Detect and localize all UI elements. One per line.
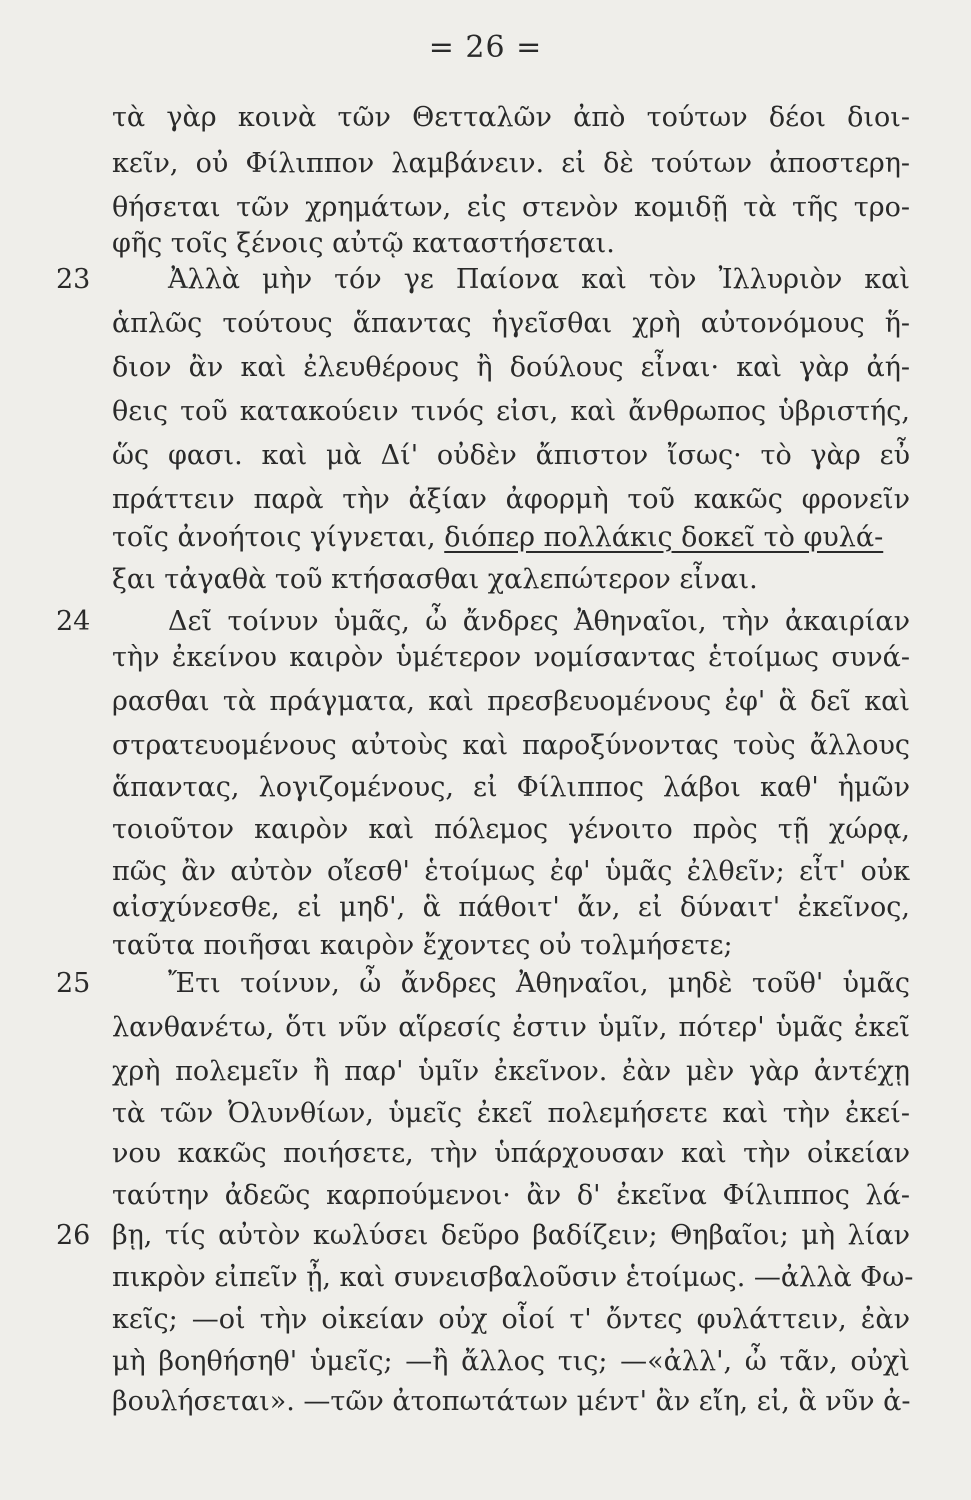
text-line: ξαι τἀγαθὰ τοῦ κτήσασθαι χαλεπώτερον εἶναι. (112, 564, 758, 595)
section-number: 26 (56, 1220, 91, 1251)
text-line: στρατευομένους αὐτοὺς καὶ παροξύνοντας τοὺς ἄλλους (112, 730, 910, 761)
text-line: βῃ, τίς αὐτὸν κωλύσει δεῦρο βαδίζειν; Θηβαῖοι; μὴ λίαν (112, 1220, 910, 1251)
section-number: 23 (56, 264, 91, 295)
section-number: 24 (56, 606, 91, 637)
page-number: = 26 = (428, 30, 543, 65)
text-line: κεῖς; —οἱ τὴν οἰκείαν οὐχ οἷοί τ' ὄντες φυλάττειν, ἐὰν (112, 1304, 910, 1335)
text-line: κεῖν, οὐ Φίλιππον λαμβάνειν. εἰ δὲ τούτων ἀποστερη- (112, 148, 910, 179)
text-line: ἁπλῶς τούτους ἅπαντας ἡγεῖσθαι χρὴ αὐτονόμους ἥ- (112, 308, 910, 339)
underlined-phrase: διόπερ πολλάκις δοκεῖ τὸ φυλά- (444, 522, 884, 553)
text-line: θεις τοῦ κατακούειν τινός εἰσι, καὶ ἄνθρωπος ὑβριστής, (112, 396, 910, 427)
text-line: βουλήσεται». —τῶν ἀτοπωτάτων μέντ' ἂν εἴη, εἰ, ἃ νῦν ἀ- (112, 1386, 911, 1417)
text-line: πικρὸν εἰπεῖν ᾖ, καὶ συνεισβαλοῦσιν ἑτοίμως. —ἀλλὰ Φω- (112, 1262, 914, 1293)
text-line: Ἔτι τοίνυν, ὦ ἄνδρες Ἀθηναῖοι, μηδὲ τοῦθ' ὑμᾶς (168, 968, 910, 999)
text-line: τοιοῦτον καιρὸν καὶ πόλεμος γένοιτο πρὸς τῇ χώρᾳ, (112, 814, 910, 845)
text-line: τὰ γὰρ κοινὰ τῶν Θετταλῶν ἀπὸ τούτων δέοι διοι- (112, 102, 910, 133)
text-line: Ἀλλὰ μὴν τόν γε Παίονα καὶ τὸν Ἰλλυριὸν καὶ (168, 264, 910, 295)
text-line: ταῦτα ποιῆσαι καιρὸν ἔχοντες οὐ τολμήσετε; (112, 930, 733, 961)
text-line: αἰσχύνεσθε, εἰ μηδ', ἃ πάθοιτ' ἄν, εἰ δύναιτ' ἐκεῖνος, (112, 892, 910, 923)
text-line: λανθανέτω, ὅτι νῦν αἵρεσίς ἐστιν ὑμῖν, πότερ' ὑμᾶς ἐκεῖ (112, 1012, 910, 1043)
text-line: Δεῖ τοίνυν ὑμᾶς, ὦ ἄνδρες Ἀθηναῖοι, τὴν ἀκαιρίαν (168, 606, 910, 637)
text-line: νου κακῶς ποιήσετε, τὴν ὑπάρχουσαν καὶ τὴν οἰκείαν (112, 1138, 910, 1169)
text-line: πράττειν παρὰ τὴν ἀξίαν ἀφορμὴ τοῦ κακῶς φρονεῖν (112, 484, 910, 515)
text-line: φῆς τοῖς ξένοις αὐτῷ καταστήσεται. (112, 228, 615, 259)
text-line: ὥς φασι. καὶ μὰ Δί' οὐδὲν ἄπιστον ἴσως· τὸ γὰρ εὖ (112, 440, 910, 471)
text-line: τὰ τῶν Ὀλυνθίων, ὑμεῖς ἐκεῖ πολεμήσετε καὶ τὴν ἐκεί- (112, 1098, 910, 1129)
text-line: ταύτην ἀδεῶς καρπούμενοι· ἂν δ' ἐκεῖνα Φίλιππος λά- (112, 1180, 910, 1211)
text-line: θήσεται τῶν χρημάτων, εἰς στενὸν κομιδῇ τὰ τῆς τρο- (112, 192, 910, 223)
text-fragment: τοῖς ἀνοήτοις γίγνεται, (112, 522, 445, 553)
text-line: πῶς ἂν αὐτὸν οἴεσθ' ἑτοίμως ἐφ' ὑμᾶς ἐλθεῖν; εἶτ' οὐκ (112, 856, 910, 887)
section-number: 25 (56, 968, 91, 999)
text-line: μὴ βοηθήσηθ' ὑμεῖς; —ἢ ἄλλος τις; —«ἀλλ', ὦ τᾶν, οὐχὶ (112, 1346, 910, 1377)
text-line: χρὴ πολεμεῖν ἢ παρ' ὑμῖν ἐκεῖνον. ἐὰν μὲν γὰρ ἀντέχῃ (112, 1056, 910, 1087)
text-line: τὴν ἐκείνου καιρὸν ὑμέτερον νομίσαντας ἑτοίμως συνά- (112, 642, 910, 673)
text-line: ἅπαντας, λογιζομένους, εἰ Φίλιππος λάβοι καθ' ἡμῶν (112, 772, 910, 803)
text-line (112, 520, 910, 556)
text-line: διον ἂν καὶ ἐλευθέρους ἢ δούλους εἶναι· καὶ γὰρ ἀή- (112, 352, 910, 383)
text-line: ρασθαι τὰ πράγματα, καὶ πρεσβευομένους ἐφ' ἃ δεῖ καὶ (112, 686, 910, 717)
